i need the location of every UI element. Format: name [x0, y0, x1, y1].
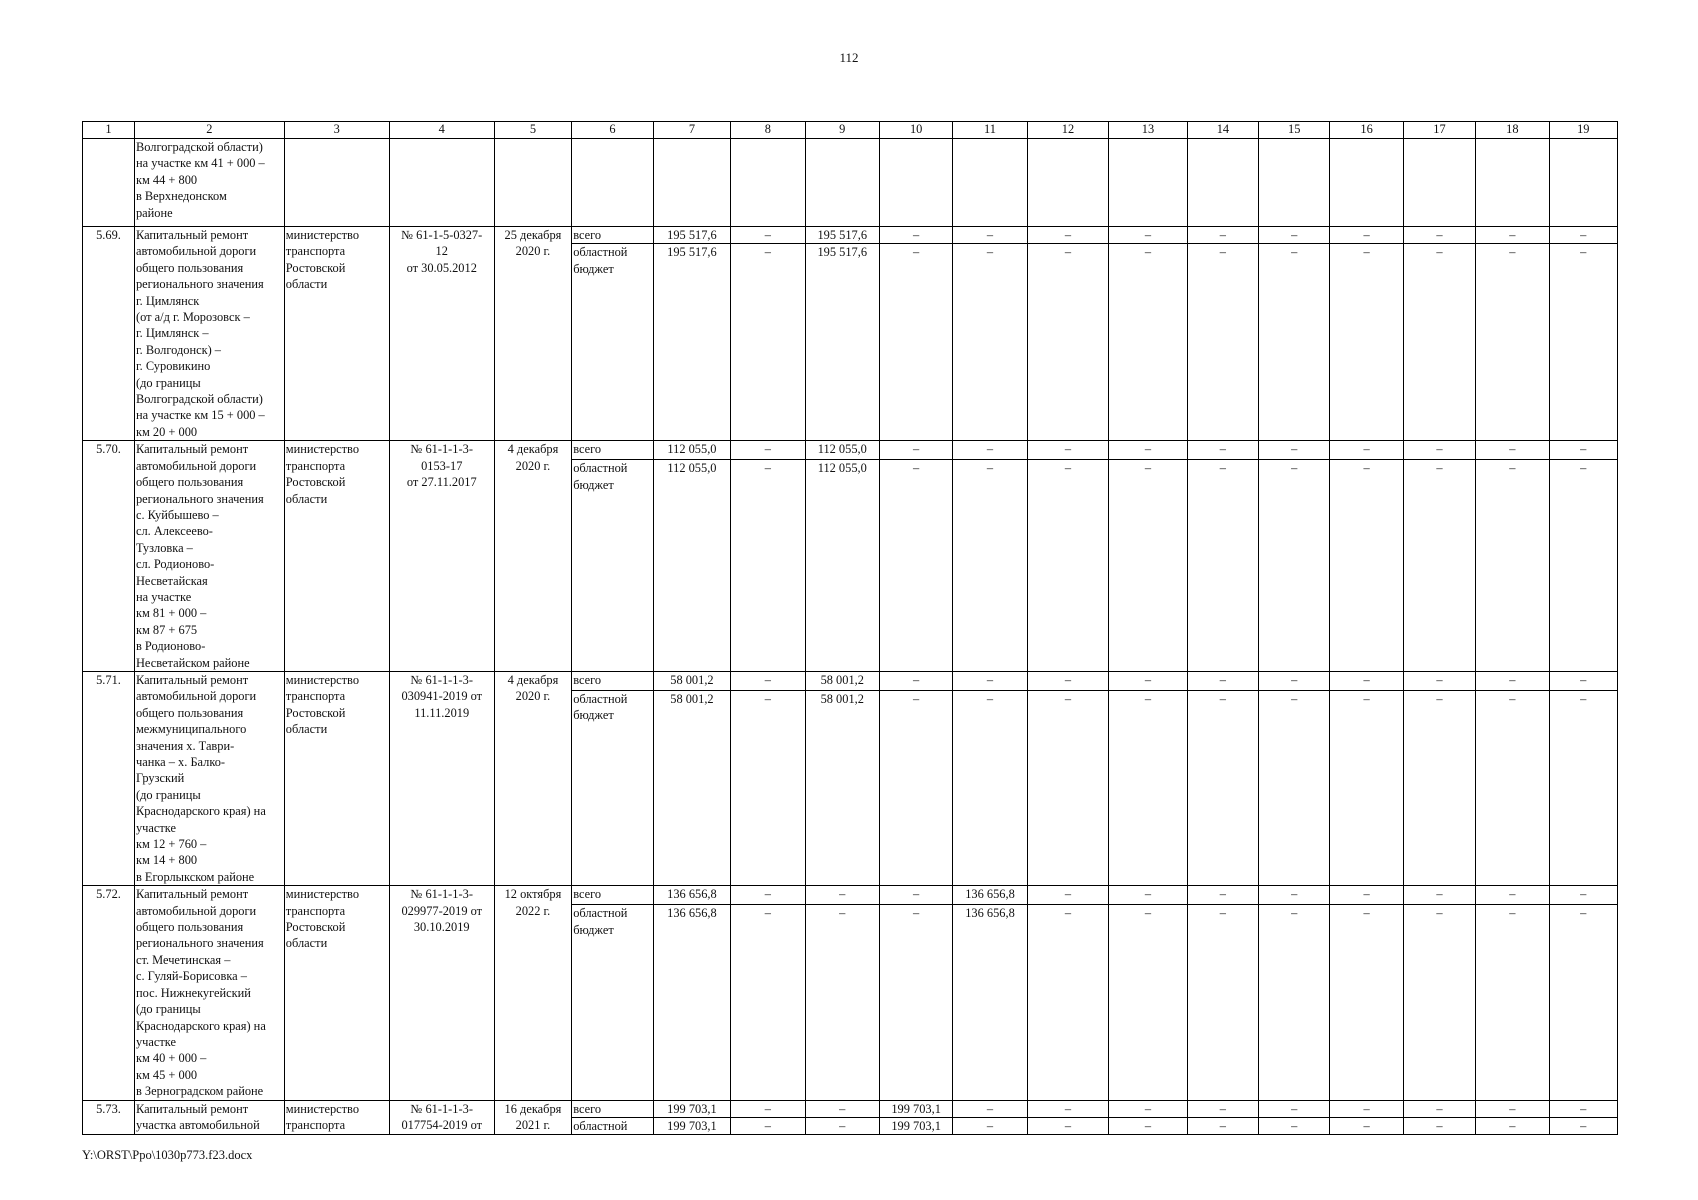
- amount-cell: –: [1027, 690, 1109, 885]
- amount-cell: –: [731, 1100, 805, 1117]
- object-name-cell: Капитальный ремонт участка автомобильной: [134, 1100, 284, 1135]
- amount-cell: –: [1109, 441, 1187, 460]
- amount-cell: 136 656,8: [653, 905, 730, 1100]
- amount-cell: –: [805, 1100, 879, 1117]
- amount-cell: 112 055,0: [805, 441, 879, 460]
- amount-cell: –: [1259, 244, 1330, 441]
- column-number: 6: [572, 122, 654, 139]
- amount-cell: –: [1259, 460, 1330, 672]
- amount-cell: 199 703,1: [879, 1100, 952, 1117]
- column-number-row: [83, 122, 1618, 139]
- amount-cell: –: [1403, 460, 1475, 672]
- amount-cell: –: [731, 441, 805, 460]
- empty-cell: [572, 139, 654, 227]
- amount-cell: –: [879, 244, 952, 441]
- amount-cell: –: [1259, 227, 1330, 244]
- empty-cell: [1027, 139, 1109, 227]
- object-name-cell: Капитальный ремонт автомобильной дороги общего пользования регионального значения с. Куйбышево – сл. Алексеево- Тузловка – сл. Родионово- Несветайская на участке км 81 + 000 – км 87 + 675 в Родионово- Несветайском районе: [134, 441, 284, 672]
- completion-date-cell: 16 декабря 2021 г.: [494, 1100, 571, 1135]
- amount-cell: –: [1109, 1100, 1187, 1117]
- amount-cell: –: [1330, 905, 1403, 1100]
- amount-cell: –: [1549, 690, 1617, 885]
- column-number: 9: [805, 122, 879, 139]
- amount-cell: –: [1109, 1117, 1187, 1134]
- empty-cell: [494, 139, 571, 227]
- amount-cell: –: [731, 227, 805, 244]
- amount-cell: –: [1187, 1100, 1258, 1117]
- amount-cell: –: [1027, 441, 1109, 460]
- completion-date-cell: 25 декабря 2020 г.: [494, 227, 571, 441]
- amount-cell: –: [1109, 690, 1187, 885]
- amount-cell: –: [1476, 441, 1549, 460]
- amount-cell: –: [731, 460, 805, 672]
- amount-cell: –: [1027, 460, 1109, 672]
- amount-cell: –: [1403, 886, 1475, 905]
- page-number: 112: [839, 50, 859, 65]
- customer-cell: министерство транспорта Ростовской области: [284, 441, 389, 672]
- table-row: [83, 227, 1618, 244]
- amount-cell: –: [1187, 441, 1258, 460]
- amount-cell: 58 001,2: [805, 690, 879, 885]
- amount-cell: –: [731, 886, 805, 905]
- amount-cell: 58 001,2: [653, 671, 730, 690]
- table-row: [83, 1100, 1618, 1117]
- column-number: 15: [1259, 122, 1330, 139]
- empty-cell: [953, 139, 1027, 227]
- empty-cell: [653, 139, 730, 227]
- amount-cell: –: [1476, 671, 1549, 690]
- empty-cell: [1259, 139, 1330, 227]
- amount-cell: 195 517,6: [653, 227, 730, 244]
- amount-cell: –: [1476, 460, 1549, 672]
- column-number: 8: [731, 122, 805, 139]
- amount-cell: –: [1330, 1100, 1403, 1117]
- funding-source-cell: всего: [572, 671, 654, 690]
- amount-cell: –: [1403, 690, 1475, 885]
- column-number: 10: [879, 122, 952, 139]
- amount-cell: –: [1109, 460, 1187, 672]
- amount-cell: –: [1027, 905, 1109, 1100]
- row-number-cell: 5.70.: [83, 441, 135, 672]
- amount-cell: –: [1330, 227, 1403, 244]
- empty-cell: [1330, 139, 1403, 227]
- amount-cell: –: [805, 1117, 879, 1134]
- amount-cell: –: [1027, 244, 1109, 441]
- empty-cell: [1476, 139, 1549, 227]
- amount-cell: –: [953, 227, 1027, 244]
- amount-cell: –: [1403, 244, 1475, 441]
- funding-source-cell: всего: [572, 886, 654, 905]
- table-row: [83, 441, 1618, 460]
- amount-cell: 195 517,6: [653, 244, 730, 441]
- row-number-cell: [83, 139, 135, 227]
- table-row: [83, 671, 1618, 690]
- funding-source-cell: областной бюджет: [572, 460, 654, 672]
- amount-cell: –: [1403, 441, 1475, 460]
- amount-cell: –: [1109, 886, 1187, 905]
- amount-cell: –: [1027, 1117, 1109, 1134]
- customer-cell: министерство транспорта Ростовской области: [284, 671, 389, 885]
- amount-cell: –: [1549, 671, 1617, 690]
- amount-cell: 199 703,1: [879, 1117, 952, 1134]
- row-number-cell: 5.69.: [83, 227, 135, 441]
- amount-cell: –: [879, 460, 952, 672]
- empty-cell: [1109, 139, 1187, 227]
- amount-cell: –: [953, 1100, 1027, 1117]
- amount-cell: –: [1476, 690, 1549, 885]
- column-number: 13: [1109, 122, 1187, 139]
- amount-cell: –: [1549, 460, 1617, 672]
- amount-cell: –: [953, 441, 1027, 460]
- amount-cell: –: [879, 441, 952, 460]
- amount-cell: –: [1259, 886, 1330, 905]
- amount-cell: –: [1259, 690, 1330, 885]
- column-number: 17: [1403, 122, 1475, 139]
- amount-cell: –: [1330, 1117, 1403, 1134]
- customer-cell: министерство транспорта Ростовской области: [284, 886, 389, 1100]
- empty-cell: [1403, 139, 1475, 227]
- amount-cell: –: [1109, 244, 1187, 441]
- amount-cell: –: [1027, 671, 1109, 690]
- column-number: 7: [653, 122, 730, 139]
- amount-cell: –: [879, 227, 952, 244]
- column-number: 12: [1027, 122, 1109, 139]
- amount-cell: –: [1403, 227, 1475, 244]
- column-number: 11: [953, 122, 1027, 139]
- amount-cell: –: [953, 690, 1027, 885]
- funding-source-cell: областной: [572, 1117, 654, 1134]
- column-number: 18: [1476, 122, 1549, 139]
- amount-cell: –: [1476, 244, 1549, 441]
- empty-cell: [1549, 139, 1617, 227]
- continuation-row: [83, 139, 1618, 227]
- amount-cell: –: [1109, 671, 1187, 690]
- amount-cell: 199 703,1: [653, 1100, 730, 1117]
- amount-cell: 112 055,0: [653, 460, 730, 672]
- amount-cell: –: [1259, 671, 1330, 690]
- funding-source-cell: областной бюджет: [572, 905, 654, 1100]
- amount-cell: 58 001,2: [653, 690, 730, 885]
- amount-cell: –: [731, 1117, 805, 1134]
- amount-cell: –: [1330, 441, 1403, 460]
- amount-cell: 136 656,8: [953, 886, 1027, 905]
- amount-cell: –: [1549, 886, 1617, 905]
- amount-cell: –: [1476, 227, 1549, 244]
- amount-cell: –: [953, 460, 1027, 672]
- amount-cell: –: [1549, 905, 1617, 1100]
- amount-cell: –: [1109, 227, 1187, 244]
- funding-source-cell: всего: [572, 441, 654, 460]
- amount-cell: –: [953, 1117, 1027, 1134]
- amount-cell: –: [1259, 441, 1330, 460]
- amount-cell: –: [1187, 460, 1258, 672]
- column-number: 3: [284, 122, 389, 139]
- customer-cell: министерство транспорта: [284, 1100, 389, 1135]
- amount-cell: –: [1476, 1117, 1549, 1134]
- completion-date-cell: 4 декабря 2020 г.: [494, 441, 571, 672]
- amount-cell: –: [731, 244, 805, 441]
- amount-cell: –: [1549, 441, 1617, 460]
- funding-source-cell: всего: [572, 227, 654, 244]
- column-number: 14: [1187, 122, 1258, 139]
- amount-cell: –: [1403, 905, 1475, 1100]
- column-number: 4: [389, 122, 494, 139]
- amount-cell: –: [1027, 227, 1109, 244]
- object-name-cell: Волгоградской области) на участке км 41 + 000 – км 44 + 800 в Верхнедонском районе: [134, 139, 284, 227]
- amount-cell: 195 517,6: [805, 244, 879, 441]
- amount-cell: –: [953, 244, 1027, 441]
- funding-source-cell: областной бюджет: [572, 244, 654, 441]
- amount-cell: –: [731, 905, 805, 1100]
- amount-cell: 136 656,8: [953, 905, 1027, 1100]
- amount-cell: 136 656,8: [653, 886, 730, 905]
- amount-cell: –: [1403, 671, 1475, 690]
- amount-cell: –: [805, 905, 879, 1100]
- amount-cell: –: [1187, 690, 1258, 885]
- object-name-cell: Капитальный ремонт автомобильной дороги общего пользования межмуниципального значения х. Таври- чанка – х. Балко- Грузский (до границы Краснодарского края) на участке км 12 + 760 – км 14 + 800 в Егорлыкском районе: [134, 671, 284, 885]
- amount-cell: –: [1187, 886, 1258, 905]
- amount-cell: 112 055,0: [653, 441, 730, 460]
- empty-cell: [389, 139, 494, 227]
- funding-source-cell: областной бюджет: [572, 690, 654, 885]
- amount-cell: –: [1259, 905, 1330, 1100]
- column-number: 16: [1330, 122, 1403, 139]
- object-name-cell: Капитальный ремонт автомобильной дороги общего пользования регионального значения ст. Мечетинская – с. Гуляй-Борисовка – пос. Нижнекугейский (до границы Краснодарского края) на участке км 40 + 000 – км 45 + 000 в Зерноградском районе: [134, 886, 284, 1100]
- amount-cell: –: [1476, 1100, 1549, 1117]
- amount-cell: –: [1187, 671, 1258, 690]
- budget-table: [82, 121, 1618, 1135]
- amount-cell: –: [731, 690, 805, 885]
- amount-cell: –: [879, 905, 952, 1100]
- completion-date-cell: 12 октября 2022 г.: [494, 886, 571, 1100]
- customer-cell: министерство транспорта Ростовской области: [284, 227, 389, 441]
- amount-cell: –: [1403, 1100, 1475, 1117]
- amount-cell: –: [1027, 886, 1109, 905]
- amount-cell: –: [879, 886, 952, 905]
- amount-cell: –: [1403, 1117, 1475, 1134]
- amount-cell: –: [1187, 905, 1258, 1100]
- column-number: 5: [494, 122, 571, 139]
- amount-cell: –: [1330, 671, 1403, 690]
- amount-cell: 112 055,0: [805, 460, 879, 672]
- column-number: 19: [1549, 122, 1617, 139]
- amount-cell: –: [953, 671, 1027, 690]
- amount-cell: –: [1259, 1117, 1330, 1134]
- document-cell: № 61-1-1-3- 029977-2019 от 30.10.2019: [389, 886, 494, 1100]
- document-cell: № 61-1-1-3- 017754-2019 от: [389, 1100, 494, 1135]
- amount-cell: 58 001,2: [805, 671, 879, 690]
- amount-cell: –: [1549, 244, 1617, 441]
- amount-cell: –: [1549, 227, 1617, 244]
- document-cell: № 61-1-5-0327- 12 от 30.05.2012: [389, 227, 494, 441]
- amount-cell: –: [1187, 1117, 1258, 1134]
- amount-cell: –: [879, 690, 952, 885]
- empty-cell: [1187, 139, 1258, 227]
- amount-cell: –: [805, 886, 879, 905]
- footer-file-path: Y:\ORST\Ppo\1030p773.f23.docx: [82, 1148, 253, 1162]
- completion-date-cell: 4 декабря 2020 г.: [494, 671, 571, 885]
- amount-cell: –: [1330, 690, 1403, 885]
- amount-cell: 195 517,6: [805, 227, 879, 244]
- amount-cell: –: [1187, 244, 1258, 441]
- amount-cell: –: [731, 671, 805, 690]
- amount-cell: –: [1027, 1100, 1109, 1117]
- amount-cell: –: [1187, 227, 1258, 244]
- amount-cell: –: [1109, 905, 1187, 1100]
- empty-cell: [731, 139, 805, 227]
- row-number-cell: 5.72.: [83, 886, 135, 1100]
- amount-cell: –: [1476, 905, 1549, 1100]
- amount-cell: –: [1476, 886, 1549, 905]
- empty-cell: [879, 139, 952, 227]
- row-number-cell: 5.71.: [83, 671, 135, 885]
- table-row: [83, 886, 1618, 905]
- column-number: 2: [134, 122, 284, 139]
- amount-cell: –: [1549, 1100, 1617, 1117]
- empty-cell: [805, 139, 879, 227]
- column-number: 1: [83, 122, 135, 139]
- amount-cell: –: [1259, 1100, 1330, 1117]
- empty-cell: [284, 139, 389, 227]
- amount-cell: –: [1330, 244, 1403, 441]
- amount-cell: –: [1330, 460, 1403, 672]
- amount-cell: –: [1549, 1117, 1617, 1134]
- document-cell: № 61-1-1-3- 030941-2019 от 11.11.2019: [389, 671, 494, 885]
- amount-cell: –: [879, 671, 952, 690]
- object-name-cell: Капитальный ремонт автомобильной дороги общего пользования регионального значения г. Цимлянск (от а/д г. Морозовск – г. Цимлянск – г. Волгодонск) – г. Суровикино (до границы Волгоградской области) на участке км 15 + 000 – км 20 + 000: [134, 227, 284, 441]
- document-cell: № 61-1-1-3- 0153-17 от 27.11.2017: [389, 441, 494, 672]
- amount-cell: 199 703,1: [653, 1117, 730, 1134]
- funding-source-cell: всего: [572, 1100, 654, 1117]
- row-number-cell: 5.73.: [83, 1100, 135, 1135]
- amount-cell: –: [1330, 886, 1403, 905]
